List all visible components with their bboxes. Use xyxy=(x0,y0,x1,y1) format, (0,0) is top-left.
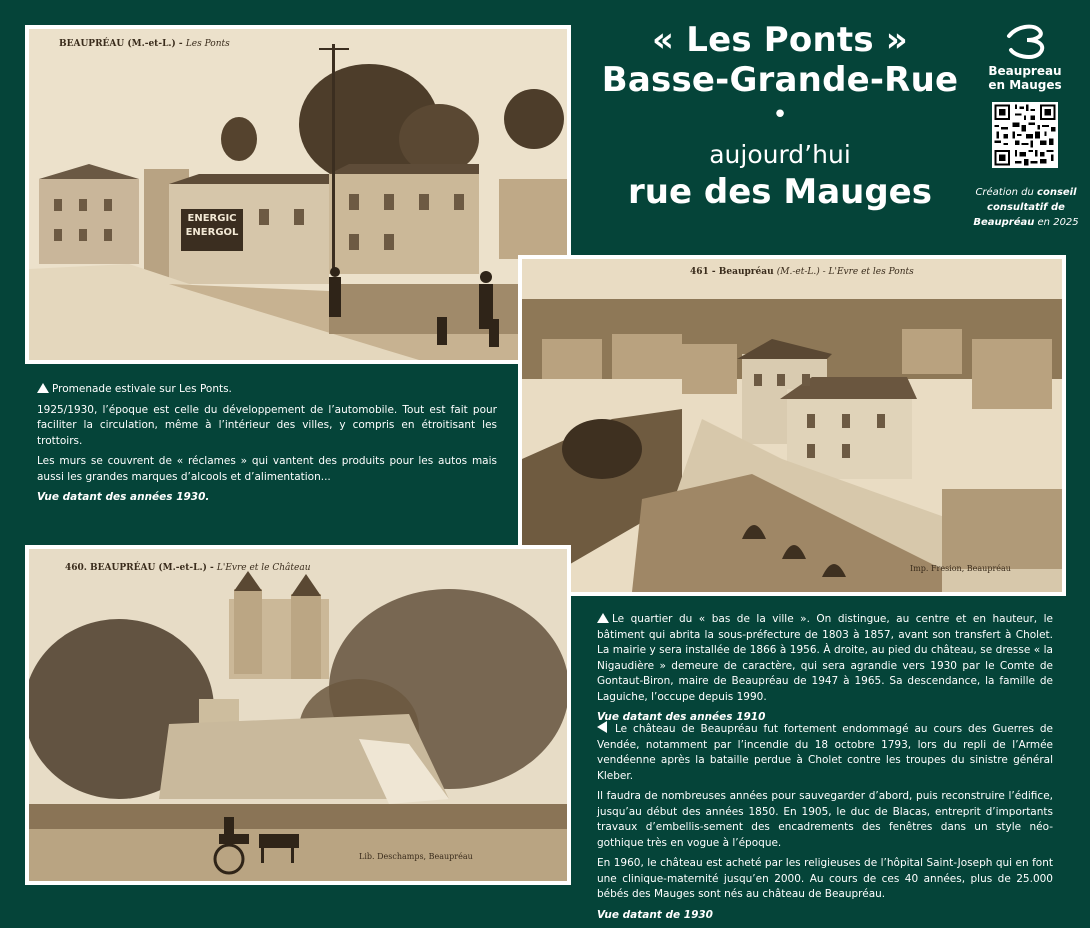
triangle-up-icon xyxy=(597,613,609,623)
qr-code[interactable] xyxy=(992,102,1058,168)
title-line-2: Basse-Grande-Rue xyxy=(601,60,959,100)
caption3-paragraph-2: Il faudra de nombreuses années pour sauvegarder d’abord, puis reconstruire l’édifice, jusqu’au début des années 1850. En 1905, le duc de Blacas, entreprit d’importants travaux d’embellis-sement des encadrements des fenêtres dans un style néo-gothique très en vogue à l’époque. xyxy=(597,790,1053,849)
caption3-date: Vue datant de 1930 xyxy=(597,908,713,921)
photo-evre-et-le-chateau xyxy=(25,545,571,885)
bridge-illustration xyxy=(522,259,1062,592)
caption1-heading: Promenade estivale sur Les Ponts. xyxy=(37,382,497,398)
title-block xyxy=(590,20,970,212)
beaupreau-logo xyxy=(980,22,1070,92)
credit-place: Beaupréau xyxy=(973,217,1035,228)
caption-chateau xyxy=(597,721,1053,928)
caption2-paragraph-1: Le quartier du « bas de la ville ». On distingue, au centre et en hauteur, le bâtiment qui abrita la sous-préfecture de 1803 à 1857, avant son transfert à Cholet. La mairie y sera installée de 1866 à 1956. À droite, au pied du château, se dresse « la Nigaudière » demeure de caractère, qui sera agrandie vers 1930 par le Comte de Gontaut-Biron, maire de Beaupréau de 1947 à 1965. Sa descendance, la famille de Laguiche, l’occupe depuis 1990. xyxy=(597,613,1053,703)
title-line-1: « Les Ponts » xyxy=(652,20,908,60)
photo-evre-et-les-ponts xyxy=(518,255,1066,596)
title-separator: • xyxy=(772,100,788,130)
chateau-illustration xyxy=(29,549,567,881)
caption-bas-de-la-ville xyxy=(597,612,1053,738)
sign-line-1: ENERGIC xyxy=(187,213,237,224)
sign-line-2: ENERGOL xyxy=(185,227,239,238)
photo-evre-et-le-chateau-image xyxy=(29,549,567,881)
photo2-print-credit: Imp. Fresion, Beaupréau xyxy=(910,564,1011,573)
credit-text xyxy=(972,185,1080,230)
logo-line-1: Beaupreau xyxy=(988,64,1062,78)
photo3-print-credit: Lib. Deschamps, Beaupréau xyxy=(359,852,473,861)
caption1-paragraph-2: Les murs se couvrent de « réclames » qui vantent des produits pour les autos mais aussi les grandes marques d’alcools et d’alimentation... xyxy=(37,455,497,483)
street-illustration xyxy=(29,29,567,360)
photo2-print-caption: 461 - Beaupréau (M.-et-L.) - L'Evre et les Ponts xyxy=(690,267,914,277)
caption1-paragraph-1: 1925/1930, l’époque est celle du développement de l’automobile. Tout est fait pour faciliter la circulation, même à l’intérieur des villes, y compris en étroitisant les trottoirs. xyxy=(37,403,497,447)
caption-promenade xyxy=(37,382,497,511)
photo-evre-et-les-ponts-image xyxy=(522,259,1062,592)
title-line-4: rue des Mauges xyxy=(628,172,932,212)
photo-les-ponts xyxy=(25,25,571,364)
photo-les-ponts-image xyxy=(29,29,567,360)
logo-line-2: en Mauges xyxy=(988,78,1062,92)
credit-suffix: en 2025 xyxy=(1037,217,1079,228)
photo1-print-caption: BEAUPRÉAU (M.-et-L.) - Les Ponts xyxy=(59,39,230,49)
triangle-up-icon xyxy=(37,383,49,393)
credit-prefix: Création du xyxy=(975,187,1034,198)
title-line-3: aujourd’hui xyxy=(709,140,851,169)
triangle-left-icon xyxy=(597,721,607,733)
caption2-date: Vue datant des années 1910 xyxy=(597,711,766,723)
energic-sign xyxy=(181,212,243,240)
photo3-print-caption: 460. BEAUPRÉAU (M.-et-L.) - L'Evre et le Château xyxy=(65,563,311,573)
caption3-paragraph-1: Le château de Beaupréau fut fortement endommagé au cours des Guerres de Vendée, notamment par l’incendie du 18 octobre 1793, lors du repli de l’Armée vendéenne après la bataille perdue à Cholet contre les troupes du sinistre général Kleber. xyxy=(597,723,1053,782)
credit-bold: conseil consultatif de xyxy=(987,187,1077,213)
caption3-paragraph-3: En 1960, le château est acheté par les religieuses de l’hôpital Saint-Joseph qui en font une clinique-maternité jusqu’en 2000. Au cours de ces 40 années, plus de 25.000 bébés des Mauges sont nés au château de Beaupréau. xyxy=(597,857,1053,900)
qr-code-icon xyxy=(992,102,1058,168)
caption1-date: Vue datant des années 1930. xyxy=(37,491,210,503)
logo-b-icon xyxy=(995,22,1055,60)
